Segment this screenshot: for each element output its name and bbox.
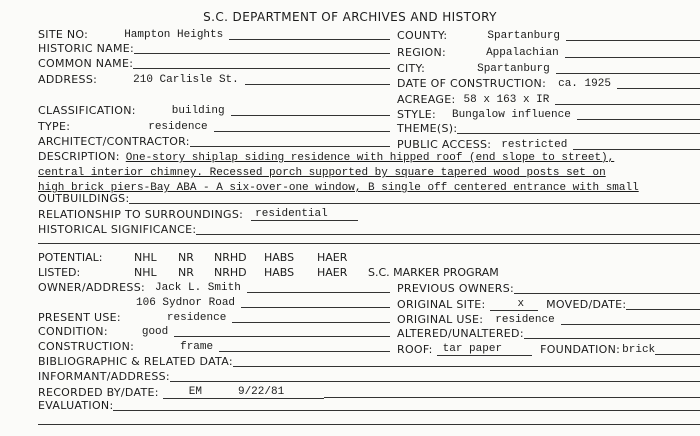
theme-field bbox=[397, 122, 700, 135]
county-label: COUNTY: bbox=[397, 29, 448, 42]
site-no-label: SITE NO: bbox=[38, 28, 89, 41]
address-value: 210 Carlisle St. bbox=[133, 74, 239, 86]
site-no-value: Hampton Heights bbox=[124, 29, 224, 41]
date-of-construction-field bbox=[397, 77, 700, 90]
classification-value: building bbox=[171, 105, 225, 117]
description-line-2: central interior chimney. Recessed porch supported by square tapered wood posts set on bbox=[38, 167, 606, 179]
relationship-label: RELATIONSHIP TO SURROUNDINGS: bbox=[38, 208, 244, 221]
owner-street: 106 Sydnor Road bbox=[136, 297, 236, 309]
owner-field bbox=[38, 281, 390, 294]
listed-row bbox=[38, 266, 558, 280]
potential-nrhd: NRHD bbox=[214, 251, 247, 264]
theme-label: THEME(S): bbox=[397, 122, 458, 135]
potential-row bbox=[38, 251, 368, 265]
outbuildings-label: OUTBUILDINGS: bbox=[38, 192, 130, 205]
altered-label: ALTERED/UNALTERED: bbox=[397, 327, 524, 340]
listed-haer: HAER bbox=[317, 266, 348, 279]
condition-value: good bbox=[141, 326, 169, 338]
recorded-field bbox=[38, 386, 700, 399]
potential-label: POTENTIAL: bbox=[38, 251, 103, 264]
public-access-value: restricted bbox=[501, 139, 568, 151]
relationship-value: residential bbox=[251, 208, 358, 221]
classification-label: CLASSIFICATION: bbox=[38, 104, 136, 117]
roof-value: tar paper bbox=[437, 343, 532, 356]
architect-label: ARCHITECT/CONTRACTOR: bbox=[38, 135, 190, 148]
altered-field bbox=[397, 327, 700, 340]
present-use-label: PRESENT USE: bbox=[38, 311, 121, 324]
owner-label: OWNER/ADDRESS: bbox=[38, 281, 145, 294]
county-value: Spartanburg bbox=[487, 30, 561, 42]
construction-value: frame bbox=[180, 341, 214, 353]
original-use-value: residence bbox=[495, 314, 555, 326]
bibliographic-field bbox=[38, 355, 700, 368]
evaluation-label: EVALUATION: bbox=[38, 399, 114, 412]
present-use-field bbox=[38, 311, 390, 324]
previous-owners-field bbox=[397, 282, 700, 295]
bibliographic-label: BIBLIOGRAPHIC & RELATED DATA: bbox=[38, 355, 233, 368]
listed-nr: NR bbox=[178, 266, 194, 279]
bottom-rule bbox=[38, 424, 700, 425]
evaluation-field bbox=[38, 399, 700, 412]
original-use-label: ORIGINAL USE: bbox=[397, 313, 484, 326]
site-no-field bbox=[38, 28, 390, 41]
sc-marker-program: S.C. MARKER PROGRAM bbox=[368, 266, 499, 279]
type-value: residence bbox=[148, 121, 208, 133]
classification-field bbox=[38, 104, 390, 117]
city-field bbox=[397, 62, 700, 75]
county-field bbox=[397, 29, 700, 42]
style-field bbox=[397, 108, 700, 121]
architect-field bbox=[38, 135, 390, 148]
description-label: DESCRIPTION: bbox=[38, 150, 120, 163]
informant-field bbox=[38, 370, 700, 383]
style-label: STYLE: bbox=[397, 108, 437, 121]
listed-nrhd: NRHD bbox=[214, 266, 247, 279]
present-use-value: residence bbox=[166, 312, 227, 324]
section-divider bbox=[38, 243, 700, 244]
owner-street-field bbox=[38, 296, 390, 309]
potential-habs: HABS bbox=[264, 251, 295, 264]
construction-field bbox=[38, 340, 390, 353]
type-label: TYPE: bbox=[38, 120, 71, 133]
previous-owners-label: PREVIOUS OWNERS: bbox=[397, 282, 515, 295]
acreage-label: ACREAGE: bbox=[397, 93, 456, 106]
acreage-value: 58 x 163 x IR bbox=[463, 94, 550, 106]
recorded-label: RECORDED BY/DATE: bbox=[38, 386, 159, 399]
listed-label: LISTED: bbox=[38, 266, 81, 279]
outbuildings-field bbox=[38, 192, 700, 205]
relationship-field bbox=[38, 208, 700, 221]
condition-label: CONDITION: bbox=[38, 325, 108, 338]
description-line-3: high brick piers-Bay ABA - A six-over-one window, B single off centered entrance with small bbox=[38, 182, 639, 194]
historical-significance-field bbox=[38, 223, 700, 236]
form-title: S.C. DEPARTMENT OF ARCHIVES AND HISTORY bbox=[203, 10, 497, 24]
foundation-value: brick bbox=[622, 344, 656, 356]
potential-nhl: NHL bbox=[134, 251, 157, 264]
type-field bbox=[38, 120, 390, 133]
acreage-field bbox=[397, 93, 700, 106]
date-of-construction-label: DATE OF CONSTRUCTION: bbox=[397, 77, 547, 90]
region-field bbox=[397, 46, 700, 59]
common-name-field bbox=[38, 57, 390, 70]
recorded-date: 9/22/81 bbox=[222, 386, 324, 399]
listed-nhl: NHL bbox=[134, 266, 157, 279]
potential-haer: HAER bbox=[317, 251, 348, 264]
region-value: Appalachian bbox=[486, 47, 559, 59]
city-label: CITY: bbox=[397, 62, 426, 75]
original-site-field bbox=[397, 298, 700, 311]
roof-label: ROOF: bbox=[397, 343, 433, 356]
recorded-initials: EM bbox=[163, 386, 222, 399]
foundation-label: FOUNDATION: bbox=[540, 343, 621, 356]
address-label: ADDRESS: bbox=[38, 73, 98, 86]
region-label: REGION: bbox=[397, 46, 447, 59]
public-access-label: PUBLIC ACCESS: bbox=[397, 138, 492, 151]
original-site-label: ORIGINAL SITE: bbox=[397, 298, 486, 311]
historical-significance-label: HISTORICAL SIGNIFICANCE: bbox=[38, 223, 197, 236]
moved-date-label: MOVED/DATE: bbox=[546, 298, 627, 311]
description-block bbox=[38, 149, 700, 196]
description-line-1: One-story shiplap siding residence with hipped roof (end slope to street), bbox=[125, 152, 615, 164]
potential-nr: NR bbox=[178, 251, 194, 264]
address-field bbox=[38, 73, 390, 86]
historic-name-field bbox=[38, 42, 390, 55]
owner-name: Jack L. Smith bbox=[155, 282, 241, 294]
original-use-field bbox=[397, 313, 700, 326]
construction-label: CONSTRUCTION: bbox=[38, 340, 135, 353]
listed-habs: HABS bbox=[264, 266, 295, 279]
original-site-value: x bbox=[490, 298, 539, 311]
condition-field bbox=[38, 325, 390, 338]
date-of-construction-value: ca. 1925 bbox=[558, 78, 611, 90]
informant-label: INFORMANT/ADDRESS: bbox=[38, 370, 170, 383]
common-name-label: COMMON NAME: bbox=[38, 57, 134, 70]
historic-name-label: HISTORIC NAME: bbox=[38, 42, 135, 55]
style-value: Bungalow influence bbox=[452, 109, 571, 121]
city-value: Spartanburg bbox=[477, 63, 550, 75]
